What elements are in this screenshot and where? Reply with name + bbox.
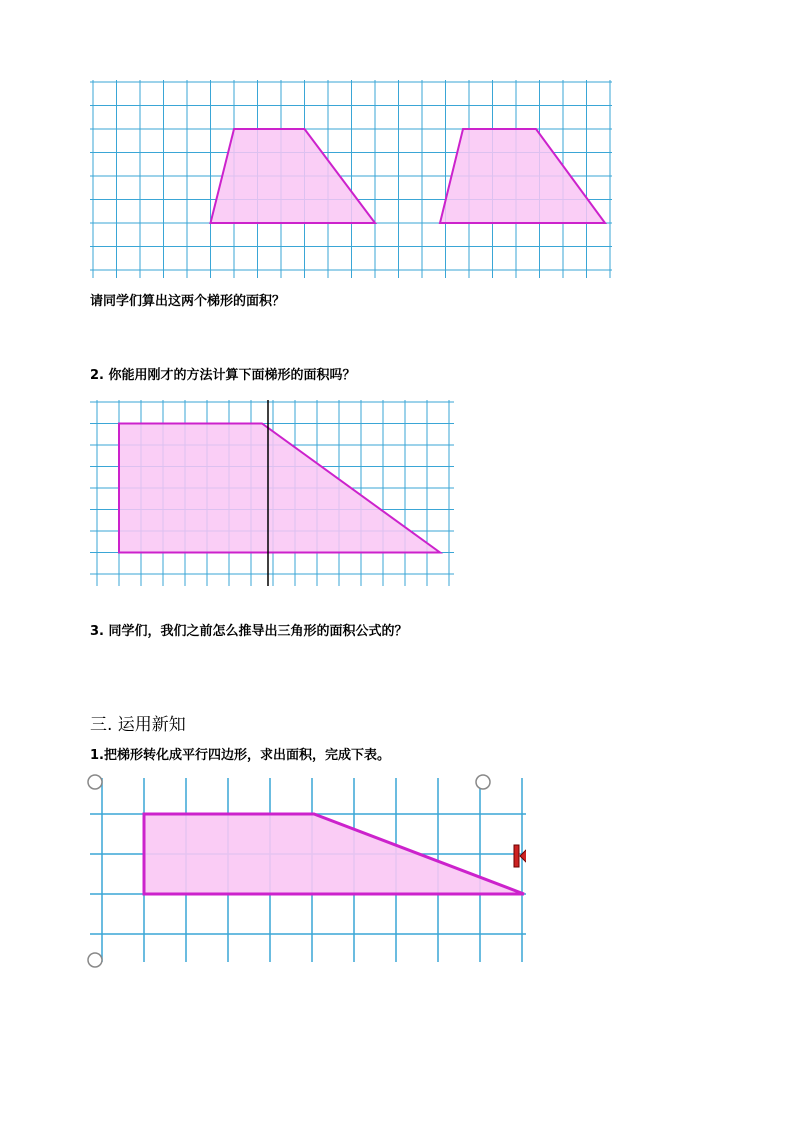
section-heading: 三. 运用新知 [90, 715, 186, 735]
figure-right-trapezoid [90, 400, 454, 590]
circle-handle-icon[interactable] [476, 775, 490, 789]
task-1-instruction: 1.把梯形转化成平行四边形，求出面积，完成下表。 [90, 748, 390, 763]
figure-two-trapezoids [90, 80, 612, 280]
question-2-prompt: 2. 你能用刚才的方法计算下面梯形的面积吗？ [90, 368, 356, 383]
frame-cover [526, 770, 536, 964]
figure-trapezoid-editable [90, 770, 530, 964]
circle-handle-icon[interactable] [88, 953, 102, 967]
question-3-prompt: 3. 同学们，我们之前怎么推导出三角形的面积公式的？ [90, 624, 408, 639]
question-1-prompt: 请同学们算出这两个梯形的面积？ [90, 294, 286, 309]
circle-handle-icon[interactable] [88, 775, 102, 789]
